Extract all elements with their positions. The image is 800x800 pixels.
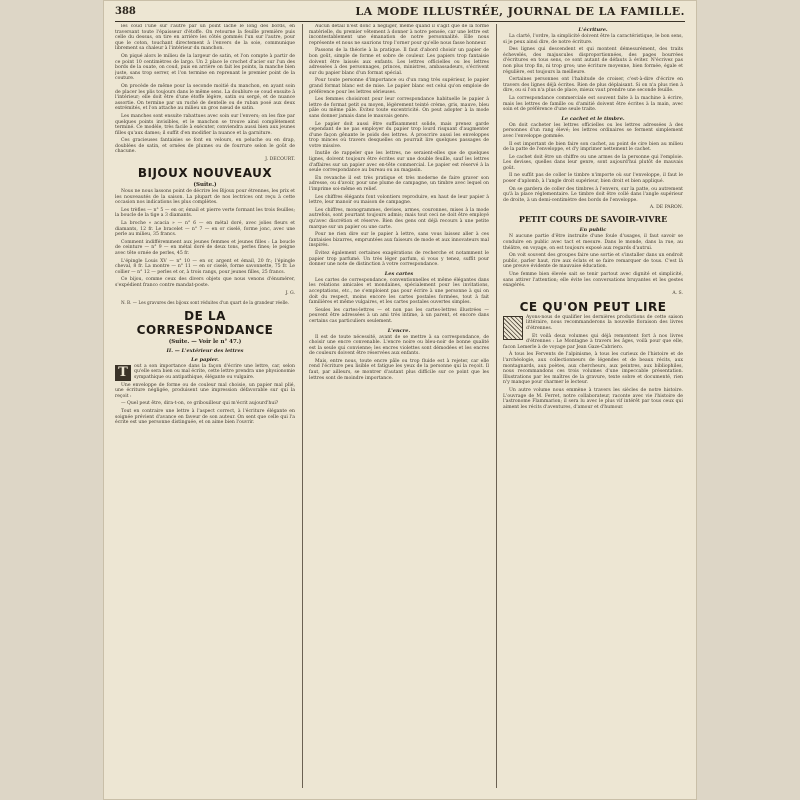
paragraph: La broche « acacia » — n° 6 — en métal doré, avec jolies fleurs et diamants, 12 fr. Le bracelet — n° 7 — en or ciselé, forme jonc, avec une perle au milieu, 35 francs.	[115, 221, 295, 238]
paragraph: Pour ne rien dire sur le papier à lettre, sans vous laissez aller à ces fantaisies bizarres, empruntées aux faiseurs de mode et aux innovateurs mal inspirés.	[309, 232, 489, 249]
paragraph: Seules les cartes-lettres — et non pas les cartes-lettres illustrées — peuvent être adressées à un ami très intime, à un parent, et encore dans certains cas particuliers seulement.	[309, 307, 489, 324]
section-heading: L'écriture.	[578, 27, 608, 33]
paragraph: Les manches sont ensuite rabattues avec soin sur l'envers; on les fixe par quelques points invisibles, et le manchon se trouve ainsi complètement terminé. Ce modèle, très facile à exécuter, conviendra aussi bien aux jeunes filles qu'aux dames; il suffit d'en modifier la nuance et la garniture.	[115, 113, 295, 136]
paragraph: Il est de toute nécessité, avant de se mettre à sa correspondance, de choisir une encre convenable. L'encre noire ou bleu-noir de bonne qualité est la seule qui convienne; les encres violettes sont démodées et les encres de couleurs doivent être réservées aux enfants.	[309, 334, 489, 357]
paragraph: On doit cacheter les lettres officielles ou les lettres adressées à des personnes d'un rang élevé; les lettres ordinaires se ferment simplement avec l'enveloppe gommée.	[503, 122, 683, 139]
paragraph: Les trèfles — n° 5 — en or, émail et pierre verte formant les trois feuilles; la boucle de la tige a 3 diamants.	[115, 207, 295, 219]
drop-cap: T	[115, 365, 131, 381]
paragraph: Certaines personnes ont l'habitude de croiser, c'est-à-dire d'écrire en travers des lignes déjà écrites. Rien de plus déplaisant. Si on n'a plus rien à dire, ou si l'on n'a plus de place, mieux vaut prendre une seconde feuille.	[503, 77, 683, 94]
paragraph: Le cachet doit être un chiffre ou une armes de la personne qui l'emploie. Les devises, quelles dans leur genre, sont aujourd'hui plutôt de mauvais goût.	[503, 154, 683, 171]
column-divider	[302, 24, 303, 788]
paragraph: La clarté, l'ordre, la simplicité doivent être la caractéristique, le bon sens, si je peux ainsi dire, de notre écriture.	[503, 34, 683, 45]
paragraph: — Quel peut être, dira-t-on, ce gribouilleur qui m'écrit aujourd'hui?	[121, 401, 279, 407]
paragraph: Ce bijou, comme ceux des divers objets que nous venons d'énumérer, s'expédient franco contre mandat-poste.	[115, 277, 295, 288]
paragraph-text: Ayons-nous de qualifier les dernières productions de cette saison littéraire, nous recommanderons la nouvelle floraison des livres d'étrennes.	[526, 314, 683, 331]
paragraph: Et voilà deux volumes qui déjà remontent fort à nos livres d'étrennes : Le Montagne à travers les âges, voilà pour que elle, facon Lemerle à de voyage par Jean Gaze-Cabriero.	[503, 333, 683, 350]
section-heading: Le papier.	[191, 356, 219, 363]
section-heading: Le cachet et le timbre.	[561, 115, 625, 122]
paragraph: En revanche il est très pratique et très moderne de faire graver son adresse, ou d'avoir, pour une plume de campagne, un timbre avec lequel on l'imprime soi-même en relief.	[309, 175, 489, 193]
paragraph: Une femme bien élevée sait se tenir partout avec dignité et simplicité, sans attirer l'attention; elle évite les conversations bruyantes et les gestes exagérés.	[503, 272, 683, 289]
newspaper-page	[103, 0, 697, 800]
signature: A. S.	[672, 290, 683, 296]
savoir-vivre-heading: PETIT COURS DE SAVOIR-VIVRE	[518, 214, 668, 225]
journal-title: LA MODE ILLUSTRÉE, JOURNAL DE LA FAMILLE.	[355, 4, 685, 18]
paragraph: Les chiffres, monogrammes, devises, armes, couronnes, mises à la mode autrefois, sont pourtant toujours admis; mais tout ceci ne doit être employé qu'avec discrétion et réserve. Bien des gens ont déjà recours à une petite marque sur un papier ou une carte.	[309, 207, 489, 230]
paragraph: Passons de la théorie à la pratique. Il faut d'abord choisir un papier de bon goût, simple de forme et sobre de couleur. Les papiers trop fantaisie doivent être laissés aux enfants. Les lettres officielles ou les lettres adressées à des personnages, princes, ministres, ambassadeurs, s'écrivent sur du papier blanc d'un format spécial.	[309, 48, 489, 76]
correspondance-subheading: (Suite. — Voir le n° 47.)	[168, 338, 242, 345]
paragraph: Des lignes qui descendent et qui montent démesurément, des traits échevelés, des majuscules disproportionnées, des pages bourrées d'écritures en tous sens, ce sont autant de défauts à éviter. N'écrivez pas non plus trop fin, ni trop gros; une écriture moyenne, bien formée, égale et régulière, est toujours la meilleure.	[503, 47, 683, 75]
paragraph: Comment indifféremment aux jeunes femmes et jeunes filles : La boucle de ceinture — n° 9 — en métal doré de deux tons, perles fines; le peigne avec tête ornée de perles, 45 fr.	[115, 239, 295, 256]
column-middle	[309, 24, 489, 790]
paragraph: Aucun détail n'est donc à négliger, même quand il s'agit que de la forme matérielle, du premier vêtement à donner à notre pensée, car une lettre est incontestablement une émanation de notre personnalité. Elle nous représente et nous ne saurions trop l'orner pour qu'elle nous fasse honneur.	[309, 24, 489, 46]
column-divider	[496, 24, 497, 788]
paragraph: Pour toute personne d'importance ou d'un rang très supérieur, le papier grand format blanc est de mise. Le papier blanc est celui qu'on emploie de préférence pour les lettres sérieuses.	[309, 78, 489, 95]
paragraph: Les cartes de correspondance, conventionnelles et même élégantes dans les relations amicales et mondaines, spécialement pour les invitations, acceptations, etc., ne s'emploient pas pour écrire à une personne à qui on doit du respect, moins encore les cartes postales formées, tout à fait familières et même vulgaires, et les cartes postales ouvertes simples.	[309, 277, 489, 306]
lire-heading: CE QU'ON PEUT LIRE	[519, 299, 667, 314]
column-left	[115, 24, 295, 790]
paragraph: Un autre volume nous emmène à travers les siècles de notre histoire. L'ouvrage de M. Ferret, notre collaborateur, raconte avec vie l'histoire de l'astronome Flammarion; il sera lu avec le plus vif intérêt par tous ceux qui aiment les récits d'aventures, d'amour et d'humour.	[503, 387, 683, 410]
paragraph: Les chiffres élégants font volontiers reproduire, en haut de leur papier à lettre, leur manoir ou maison de campagne.	[309, 194, 489, 206]
illustration-icon	[503, 316, 523, 340]
paragraph: Les femmes choisiront pour leur correspondance habituelle le papier à lettre de format petit ou moyen, légèrement teinté crème, gris, mauve, bleu pâle ou même pâle. Évitez toute excentricité. On peut adopter à la mode sans donner jamais dans le mauvais genre.	[309, 97, 489, 119]
page-header	[115, 2, 685, 20]
paragraph: Le papier doit aussi être suffisamment solide, mais prenez garde cependant de ne pas employer du papier trop lourd risquant d'augmenter d'une façon gênante le poids des lettres. À proscrire aussi les enveloppes trop minces où travers desquelles on pourrait lire quelques passages de votre missive.	[309, 121, 489, 149]
signature: J. DECOURT.	[265, 157, 295, 163]
paragraph: Inutile de rappeler que les lettres, ne seraient-elles que de quelques lignes, doivent toujours être écrites sur une double feuille, sauf les lettres d'affaires sur un papier avec en-tête commercial. Le papier est réservé à la seule correspondance au bureau ou au magasin.	[309, 151, 489, 174]
paragraph: les coud l'une sur l'autre par un point lâche le long des bords, en traversant toute l'épaisseur d'étoffe. On retourne la feuille première puis celle du dessus, on tire en arrière les côtés gommés l'un sur l'autre, pour que le coton, touchant directement à l'envers de la soie, communique librement sa chaleur à l'intérieur du manchon.	[115, 24, 295, 52]
header-rule	[115, 21, 685, 22]
paragraph: Une enveloppe de forme ou de couleur mal choisie, un papier mal plié, une écriture négligée, produisent une impression défavorable sur qui la reçoit :	[115, 382, 295, 399]
paragraph: Tout en contraire une lettre à l'aspect correct, à l'écriture élégante en soignée prévient d'avance en faveur de son auteur. On sent que celle qui l'a écrite est une personne distinguée, et on aime bien l'ouvrir.	[115, 408, 295, 426]
bijoux-subheading: (Suite.)	[193, 182, 217, 189]
bijoux-heading: BIJOUX NOUVEAUX	[137, 166, 273, 181]
section-heading: Les cartes	[384, 270, 414, 277]
paragraph: Il est important de bien faire son cachet, au point de cire bien au milieu de la patte de l'enveloppe, et d'y imprimer nettement le cachet.	[503, 141, 683, 153]
paragraph	[115, 364, 295, 381]
paragraph: Nous ne nous lassons point de décrire les Bijoux pour étrennes, les prix et les nouveautés de la saison. La plupart de nos lectrices ont reçu à cette occasion nos indications les plus complètes.	[115, 189, 295, 206]
page-number: 388	[115, 5, 136, 17]
paragraph: Ces gracieuses fantaisies se font en velours, en peluche ou en drap, doublées de satin, et ornées de plumes ou de fourrure selon le goût de chacune.	[115, 138, 295, 155]
paragraph: L'épingle Louis XV — n° 10 — en or, argent et émail, 20 fr.; l'épingle cheval, 8 fr. La montre — n° 11 — en or ciselé, forme savonnette, 75 fr. Le collier — n° 12 — perles et or, à trois rangs, pour jeunes filles, 25 francs.	[115, 258, 295, 275]
paragraph: Évitez également certaines exagérations de recherche et notamment le papier trop parfumé. Un très léger parfum, si vous y tenez, suffit pour donner une note de distinction à votre correspondance.	[309, 250, 489, 268]
note: N. B. — Les gravures des bijoux sont réduites d'un quart de la grandeur réelle.	[121, 299, 289, 305]
correspondance-heading: DE LA CORRESPONDANCE	[136, 308, 274, 337]
paragraph: À tous les Fervents de l'alpinisme, à tous les curieux de l'histoire et de l'archéologie, aux collectionneurs de légendes et de beaux récits, aux montagnards, aux poètes, aux chercheurs, aux peintres, aux bibliophiles, nous recommandons ces trois volumes d'une impeccable présentation. Illustrations par les maîtres de la gravure, texte sobre et documenté, rien n'y manque pour charmer le lecteur.	[503, 352, 683, 386]
paragraph: N aucune partie d'être instruite d'une foule d'usages, il faut savoir se conduire en public avec tact et mesure. Dans le monde, dans la rue, au théâtre, en voyage, on est toujours exposé aux regards d'autrui.	[503, 234, 683, 251]
paragraph: On voit souvent des groupes faire une sortie et s'installer dans un endroit public, parler haut, rire aux éclats et se faire remarquer de tous. C'est là une preuve évidente de mauvaise éducation.	[503, 253, 683, 270]
section-heading: L'encre.	[387, 327, 411, 334]
paragraph: On procède de même pour la seconde moitié du manchon, en ayant soin de placer les plis toujours dans le même sens. La doublure se coud ensuite à l'intérieur; elle doit être d'une étoffe légère, satin ou sergé, et de nuance assortie. On termine par un ruché de dentelle ou de ruban posé aux deux extrémités, et l'on attache au milieu un gros nœud de satin.	[115, 83, 295, 112]
paragraph: On se gardera de coller des timbres à l'envers, sur la patte, ou autrement qu'à la place réglementaire. Le timbre doit être collé dans l'angle supérieur de droite, à un demi-centimètre des bords de l'enveloppe.	[503, 186, 683, 203]
paragraph: Mais, entre nous, toute encre pâle ou trop fluide est à rejeter, car elle rend l'écriture peu lisible et fatigue les yeux de la personne qui la reçoit. Il faut, par ailleurs, se montrer d'autant plus difficile sur ce point que les lettres sont de moindre importance.	[309, 358, 489, 381]
section-heading: En public	[579, 227, 607, 234]
paragraph: On piqué alors le milieu de la largeur de satin, et l'on compte à partir de ce point 10 centimètres de largo. Un 2 place le crochet d'acier sur l'un des bords de la ouate, on coud, puis en arrière on fait les points, la manche bien juste, sans trop serrer, et l'on termine en reprenant le premier point de la couture.	[115, 53, 295, 82]
signature: J. G.	[285, 290, 295, 296]
section-heading: II. — L'extérieur des lettres	[166, 347, 244, 354]
paragraph	[503, 315, 683, 332]
paragraph-text: out a son importance dans la façon d'écrire une lettre, car, selon qu'elle sera bien ou mal écrite, cette lettre prendra une physionomie sympathique ou antipathique, élégante ou vulgaire.	[134, 363, 295, 380]
paragraph: Il ne suffit pas de coller le timbre n'importe où sur l'enveloppe, il faut le poser d'aplomb, à l'angle droit supérieur, bien droit et bien appliqué.	[503, 173, 683, 185]
paragraph: La correspondance commerciale est souvent faite à la machine à écrire, mais les lettres de famille ou d'amitié doivent être écrites à la main, avec soin et de préférence d'une seule traite.	[503, 95, 683, 113]
signature: A. DE PARON.	[649, 205, 683, 211]
column-right	[503, 24, 683, 790]
